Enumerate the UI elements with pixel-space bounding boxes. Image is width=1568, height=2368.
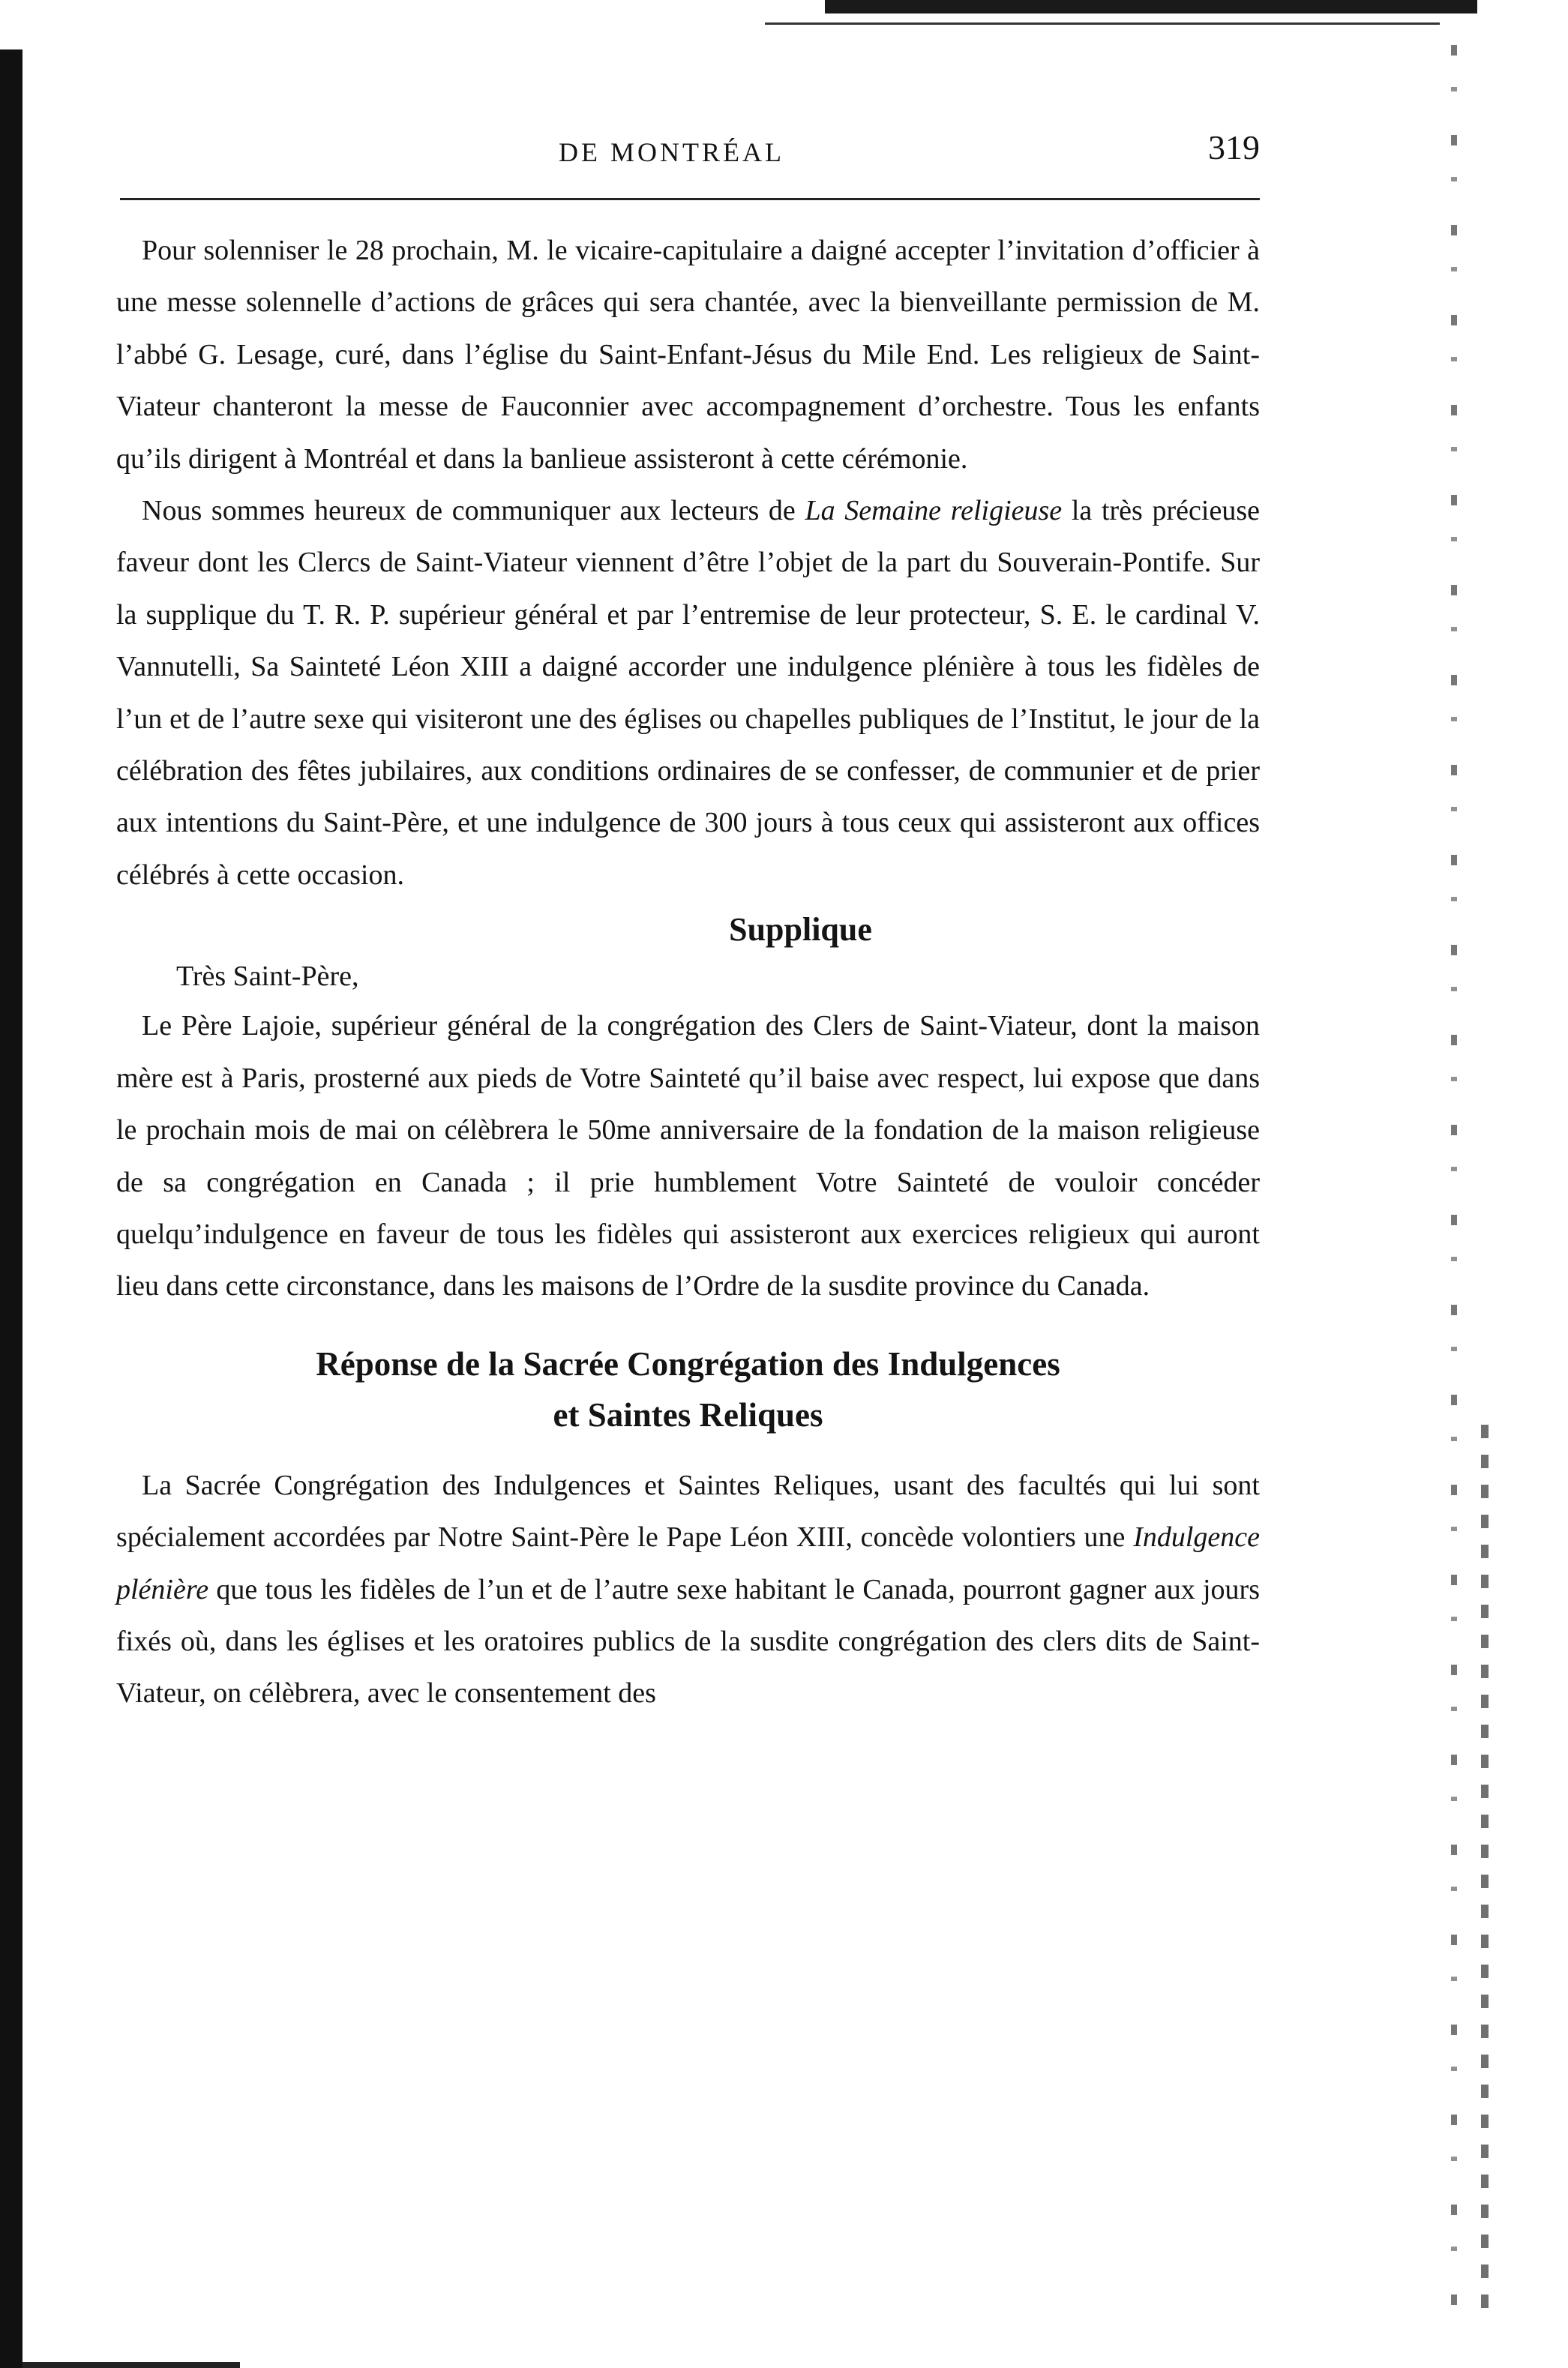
scan-edge-right [1451,45,1457,2325]
paragraph-text: que tous les fidèles de l’un et de l’autre sexe habitant le Canada, pourront gagner aux jours fixés où, dans les églises et les oratoires publics de la susdite congrégation des clers dits de Saint-Viateur, on célèbrera, avec le consentement des [116,1573,1260,1710]
paragraph-indulgence-announcement [116,485,1260,901]
paragraph-text: Nous sommes heureux de communiquer aux lecteurs de [142,495,805,527]
scan-edge-top [825,0,1477,13]
paragraph-text: La Sacrée Congrégation des Indulgences et Saintes Reliques, usant des facultés qui lui sont spécialement accordées par Notre Saint-Père le Pape Léon XIII, concède volontiers une [116,1469,1260,1554]
section-heading-reponse [116,1338,1260,1440]
paragraph-reponse [116,1460,1260,1720]
scan-edge-left [0,49,22,2368]
salutation: Très Saint-Père, [176,961,359,993]
section-heading-reponse-line2: et Saintes Reliques [553,1395,823,1434]
running-head: DE MONTRÉAL [559,137,784,167]
indulgence-term: Indulgence plénière [116,1521,1260,1605]
scan-edge-bottom [22,2362,240,2368]
scan-edge-right-outer [1481,1425,1489,2325]
paragraph-supplique: Le Père Lajoie, supérieur général de la congrégation des Clers de Saint-Viateur, dont la maison mère est à Paris, prosterné aux pieds de Votre Sainteté qu’il baise avec respect, lui expose que dans le prochain mois de mai on célèbrera le 50me anniversaire de la fondation de la maison religieuse de sa congrégation en Canada ; il prie humblement Votre Sainteté de vouloir concéder quelqu’indulgence en faveur de tous les fidèles qui assisteront aux exercices religieux qui auront lieu dans cette circonstance, dans les maisons de l’Ordre de la susdite province du Canada. [116,1010,1260,1302]
section-heading-supplique: Supplique [729,911,872,949]
section-heading-reponse-line1: Réponse de la Sacrée Congrégation des Indulgences [316,1344,1060,1383]
publication-title: La Semaine religieuse [805,495,1063,527]
page-body [116,225,1260,1720]
page-header [120,127,1260,180]
page-number: 319 [1208,128,1260,166]
header-rule [120,198,1260,200]
paragraph-text: la très précieuse faveur dont les Clercs de Saint-Viateur viennent d’être l’objet de la part du Souverain-Pontife. Sur la supplique du T. R. P. supérieur général et par l’entremise de leur protecteur, S. E. le cardinal V. Vannutelli, Sa Sainteté Léon XIII a daigné accorder une indulgence plénière à tous les fidèles de l’un et de l’autre sexe qui visiteront une des églises ou chapelles publiques de l’Institut, le jour de la célébration des fêtes jubilaires, aux conditions ordinaires de se confesser, de communier et de prier aux intentions du Saint-Père, et une indulgence de 300 jours à tous ceux qui assisteront aux offices célébrés à cette occasion. [116,495,1260,891]
paragraph-celebration: Pour solenniser le 28 prochain, M. le vicaire-capitulaire a daigné accepter l’invitation d’officier à une messe solennelle d’actions de grâces qui sera chantée, avec la bienveillante permission de M. l’abbé G. Lesage, curé, dans l’église du Saint-Enfant-Jésus du Mile End. Les religieux de Saint-Viateur chanteront la messe de Fauconnier avec accompagnement d’orchestre. Tous les enfants qu’ils dirigent à Montréal et dans la banlieue assisteront à cette cérémonie. [116,235,1260,475]
scan-edge-top-hairline [765,22,1440,25]
